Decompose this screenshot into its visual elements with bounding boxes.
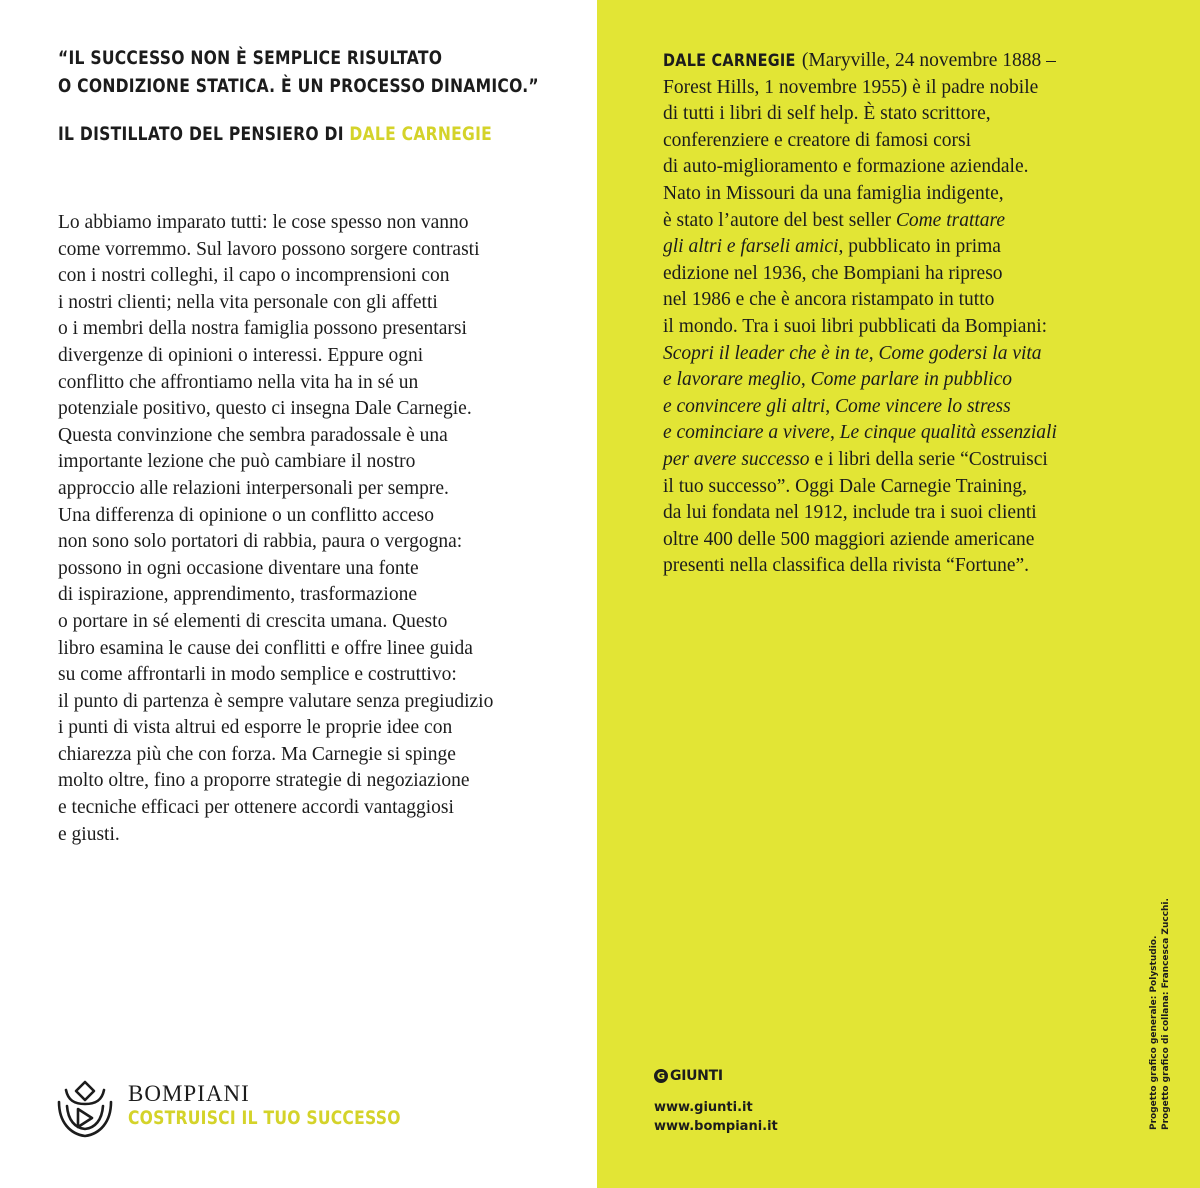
blurb-line: approccio alle relazioni interpersonali per sempre. [58, 477, 449, 499]
subtitle-prefix: IL DISTILLATO DEL PENSIERO DI [58, 123, 350, 145]
bio-line: edizione nel 1936, che Bompiani ha ripreso [663, 262, 1003, 284]
bio-line: Nato in Missouri da una famiglia indigente, [663, 182, 1004, 204]
url-giunti: www.giunti.it [654, 1100, 753, 1115]
book-title: Come parlare in pubblico [810, 369, 1012, 391]
imprint [128, 1082, 461, 1130]
blurb-line: possono in ogni occasione diventare una fonte [58, 557, 419, 579]
quote-line-1: “IL SUCCESSO NON È SEMPLICE RISULTATO [58, 47, 443, 69]
cover-quote [58, 44, 583, 100]
bio-line: di auto-miglioramento e formazione aziendale. [663, 156, 1029, 178]
subtitle [58, 120, 492, 148]
book-title: e convincere gli altri [663, 395, 826, 417]
book-title: e cominciare a vivere [663, 422, 830, 444]
blurb-line: Lo abbiamo imparato tutti: le cose spesso non vanno [58, 212, 469, 233]
bio-line: Forest Hills, 1 novembre 1955) è il padre nobile [663, 76, 1039, 98]
book-title: per avere successo [663, 448, 810, 470]
bio-text: , pubblicato in prima [838, 236, 1001, 258]
bio-text: , [868, 342, 879, 364]
series-name: COSTRUISCI IL TUO SUCCESSO [128, 1107, 401, 1129]
bio-line: conferenziere e creatore di famosi corsi [663, 129, 972, 151]
design-credits [1148, 898, 1172, 1130]
blurb-line: di ispirazione, apprendimento, trasformazione [58, 584, 417, 606]
bio-text: (Maryville, 24 novembre 1888 – [797, 50, 1056, 71]
blurb-line: Questa convinzione che sembra paradossale è una [58, 424, 448, 446]
author-name: DALE CARNEGIE [663, 51, 796, 71]
blurb-line: su come affrontarli in modo semplice e costruttivo: [58, 664, 457, 686]
bio-line: oltre 400 delle 500 maggiori aziende americane [663, 528, 1035, 550]
blurb-line: chiarezza più che con forza. Ma Carnegie si spinge [58, 743, 456, 765]
quote-line-2: O CONDIZIONE STATICA. È UN PROCESSO DINAMICO.” [58, 75, 539, 97]
blurb-line: libro esamina le cause dei conflitti e offre linee guida [58, 637, 473, 659]
blurb-line: con i nostri colleghi, il capo o incomprensioni con [58, 265, 450, 287]
bio-line: il mondo. Tra i suoi libri pubblicati da Bompiani: [663, 315, 1048, 337]
bio-line [663, 420, 1133, 447]
bio-text: è stato l’autore del best seller [663, 209, 896, 231]
left-panel [0, 0, 597, 1188]
bio-line [663, 234, 1133, 261]
bio-line: presenti nella classifica della rivista “Fortune”. [663, 555, 1030, 577]
publisher-urls [654, 1098, 778, 1136]
blurb-line: e giusti. [58, 823, 120, 845]
blurb-line: il punto di partenza è sempre valutare senza pregiudizio [58, 690, 494, 712]
giunti-label: GIUNTI [670, 1068, 723, 1084]
credit-line: Progetto grafico generale: Polystudio. [1149, 935, 1159, 1130]
book-title: Scopri il leader che è in te [663, 342, 869, 364]
bio-line [663, 341, 1133, 368]
url-bompiani: www.bompiani.it [654, 1119, 778, 1134]
bio-line: da lui fondata nel 1912, include tra i suoi clienti [663, 502, 1037, 524]
subtitle-author: DALE CARNEGIE [349, 123, 493, 145]
blurb-line: conflitto che affrontiamo nella vita ha in sé un [58, 371, 419, 393]
bio-line [663, 48, 1133, 75]
blurb-line: importante lezione che può cambiare il nostro [58, 451, 416, 473]
blurb-line: non sono solo portatori di rabbia, paura o vergogna: [58, 531, 463, 553]
blurb [58, 210, 538, 848]
bio-line [663, 208, 1133, 235]
blurb-line: divergenze di opinioni o interessi. Eppure ogni [58, 344, 424, 366]
blurb-line: o i membri della nostra famiglia possono presentarsi [58, 318, 467, 340]
blurb-line: i nostri clienti; nella vita personale con gli affetti [58, 291, 438, 313]
book-title: e lavorare meglio [663, 369, 801, 391]
giunti-logo [654, 1068, 723, 1084]
book-title: Come godersi la vita [878, 342, 1042, 364]
author-bio [663, 48, 1133, 580]
bio-text: , [829, 422, 840, 444]
bompiani-logo-icon [54, 1078, 116, 1140]
blurb-line: come vorremmo. Sul lavoro possono sorgere contrasti [58, 238, 480, 260]
bio-line: il tuo successo”. Oggi Dale Carnegie Training, [663, 475, 1027, 497]
book-title: Come vincere lo stress [835, 395, 1011, 417]
bio-line [663, 367, 1133, 394]
bio-text: , [825, 395, 836, 417]
book-title: gli altri e farseli amici [663, 236, 839, 258]
blurb-line: e tecniche efficaci per ottenere accordi vantaggiosi [58, 797, 454, 819]
bio-line: di tutti i libri di self help. È stato scrittore, [663, 103, 991, 125]
blurb-line: o portare in sé elementi di crescita umana. Questo [58, 610, 448, 632]
bio-text: , [800, 369, 811, 391]
book-title: Come trattare [895, 209, 1006, 231]
bio-line [663, 447, 1133, 474]
blurb-line: molto oltre, fino a proporre strategie di negoziazione [58, 770, 470, 792]
book-title: Le cinque qualità essenziali [839, 422, 1057, 444]
blurb-line: Una differenza di opinione o un conflitto acceso [58, 504, 434, 526]
blurb-line: i punti di vista altrui ed esporre le proprie idee con [58, 717, 453, 739]
bio-line [663, 394, 1133, 421]
giunti-g-icon: G [654, 1069, 668, 1083]
blurb-line: potenziale positivo, questo ci insegna Dale Carnegie. [58, 398, 472, 420]
bio-text: e i libri della serie “Costruisci [809, 448, 1048, 470]
bio-line: nel 1986 e che è ancora ristampato in tutto [663, 289, 995, 311]
credit-line: Progetto grafico di collana: Francesca Zucchi. [1161, 898, 1171, 1130]
publisher-name: BOMPIANI [128, 1081, 250, 1106]
